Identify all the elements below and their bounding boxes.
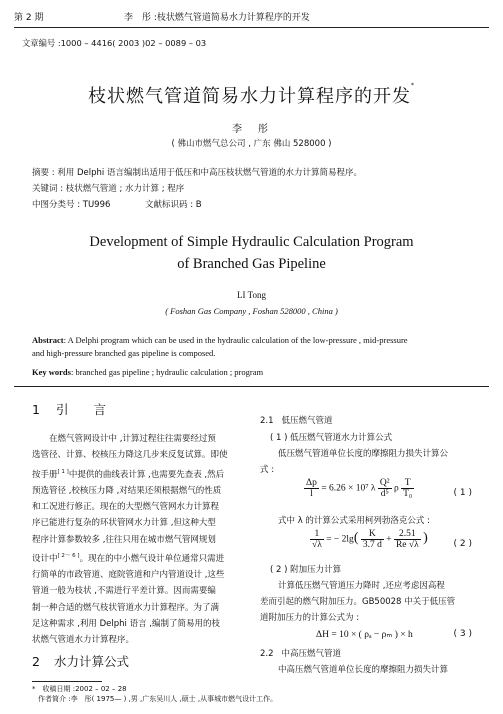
equation-3-number: ( 3 )	[453, 629, 472, 639]
equation-1: $\frac{\Delta p}{l}$ = 6.26 × 10⁷ λ $\frac{\text{Q²}}{\text{d⁵}}$ ρ $\frac{T}{\text{T₀}}$	[306, 478, 413, 499]
subsection-2-heading: ( 2 ) 附加压力计算	[270, 565, 342, 575]
footnote-rule	[32, 681, 102, 682]
section-2-heading: 2 水力计算公式	[32, 654, 129, 669]
author-en: LI Tong	[237, 290, 266, 300]
class-number: 中图分类号 : TU996	[32, 200, 111, 210]
additional-pressure-text-2: 差而引起的燃气附加压力。GB50028 中关于低压管	[260, 597, 456, 607]
title-en-line2: of Branched Gas Pipeline	[177, 256, 326, 272]
abstract-en: Abstract: A Delphi program which can be used in the hydraulic calculation of the low-pressure , mid-pressure and high-pressure branched gas pipeline is composed.	[32, 335, 408, 358]
equation-3: ΔH = 10 × ( ρₐ − ρₘ ) × h	[316, 630, 413, 640]
footnote	[32, 684, 277, 704]
affiliation-en: ( Foshan Gas Company , Foshan 528000 , China )	[165, 306, 338, 316]
citation-1: [ 1 ]	[57, 468, 69, 475]
abstract-rule	[14, 386, 489, 387]
footnote-author-bio: 作者简介 :李 彤( 1975— ) ,男 ,广东吴川人 ,硕士 ,从事城市燃气设计工作。	[38, 695, 278, 703]
citation-2-6: [ 2～ 6 ]	[57, 552, 80, 559]
abstract-cn: 摘要 : 利用 Delphi 语言编制出适用于低压和中高压枝状燃气管道的水力计算简易程序。	[32, 168, 362, 178]
running-header	[14, 10, 489, 24]
footnote-received-date: * 收稿日期 :2002 – 02 – 28	[32, 685, 127, 693]
right-column	[260, 400, 472, 680]
keywords-en-label: Key words	[32, 367, 71, 377]
section-2-2-heading: 2.2 中高压燃气管道	[260, 649, 342, 659]
keywords-en: Key words: branched gas pipeline ; hydraulic calculation ; program	[32, 367, 264, 377]
equation-2-number: ( 2 )	[453, 539, 472, 549]
abstract-en-label: Abstract	[32, 335, 64, 345]
title-cn: 枝状燃气管道简易水力计算程序的开发*	[88, 82, 415, 107]
article-number: 文章编号 :1000 – 4416( 2003 )02 – 0089 – 03	[22, 38, 207, 48]
additional-pressure-text-1: 计算低压燃气管道压力降时 ,还应考虑因高程	[278, 581, 445, 591]
author-cn: 李 彤	[232, 124, 271, 135]
affiliation-cn: ( 佛山市燃气总公司 , 广东 佛山 528000 )	[171, 139, 332, 149]
section-2-1-heading: 2.1 低压燃气管道	[260, 416, 333, 426]
mid-pressure-text-1: 中高压燃气管道单位长度的摩擦阻力损失计算	[278, 665, 449, 675]
equation-1-number: ( 1 )	[453, 488, 472, 498]
title-en-line1: Development of Simple Hydraulic Calculation Program	[89, 234, 414, 250]
lambda-formula-text: 式中 λ 的计算公式采用柯列勃洛克公式 :	[278, 516, 431, 526]
low-pressure-text-2: 式 :	[260, 465, 275, 475]
subsection-1-heading: ( 1 ) 低压燃气管道水力计算公式	[270, 433, 393, 443]
title-footnote-mark: *	[411, 82, 415, 89]
equation-2: $\frac{1}{√\lambda}$ = − 2lg( $\frac{K}{3.7 d}$ + $\frac{2.51}{Re √\lambda}$ )	[312, 529, 428, 550]
additional-pressure-text-3: 道附加压力的计算公式为 :	[260, 613, 360, 623]
issue-number: 第 2 期	[14, 13, 44, 23]
section-1-heading: 1 引 言	[32, 402, 106, 417]
doc-code: 文献标识码 : B	[145, 200, 202, 210]
header-rule	[14, 27, 489, 28]
intro-paragraph: 在燃气管网设计中 ,计算过程往往需要经过预 选管径、计算、校核压力降这几步来反复试算。即使 按手册[ 1 ]中提供的曲线表计算 ,也需要先查表 ,然后 预选管径 ,校核压力降 ,对结果还须根据燃气的性质 和工况进行修正。现在的大型燃气管网水力计算程 序已能进行复杂的环状管网水力计算 ,但这种大型 程序计算参数较多 ,往往只用在城市燃气管网规划 设计中[ 2～ 6 ]。现在的中小燃气设计单位通常只需进 行简单的市政管道、庭院管道和户内管道设计 ,这些 管道一般为枝状 ,不需进行平差计算。因而需要编 制一种合适的燃气枝状管道水力计算程序。为了满 足这种需求 ,利用 Delphi 语言 ,编制了简易用的枝 状燃气管道水力计算程序。	[32, 434, 228, 646]
keywords-cn: 关键词 : 枝状燃气管道 ; 水力计算 ; 程序	[32, 184, 185, 194]
low-pressure-text-1: 低压燃气管道单位长度的摩擦阻力损失计算公	[278, 449, 449, 459]
running-title: 李 彤 :枝状燃气管道简易水力计算程序的开发	[124, 13, 310, 23]
